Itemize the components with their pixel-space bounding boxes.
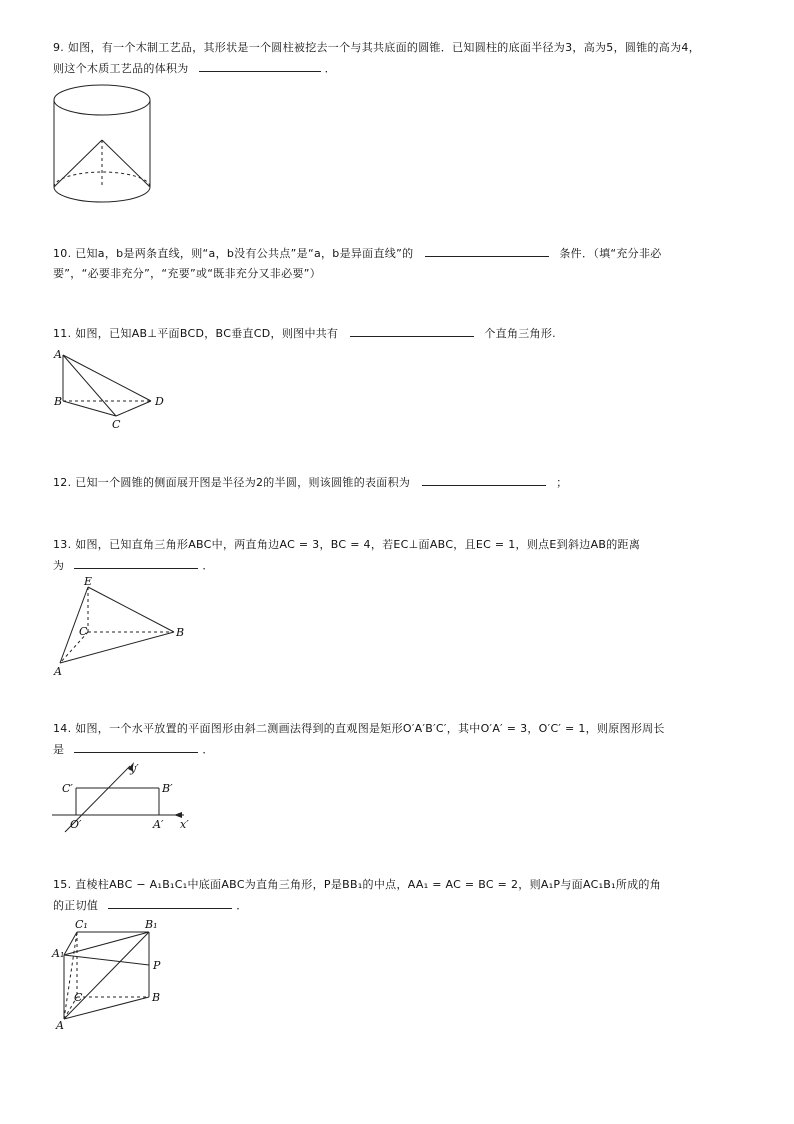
point-label-a-prime: A′ [153, 818, 164, 831]
question-9 [53, 38, 743, 79]
point-label-b: B [176, 626, 185, 639]
point-label-b1: B₁ [145, 918, 158, 931]
question-14 [53, 719, 743, 760]
oblique-drawing-figure [50, 760, 200, 835]
point-label-p: P [153, 959, 161, 972]
question-number: 11. [53, 327, 72, 340]
point-label-b: B [54, 395, 63, 408]
question-15 [53, 875, 743, 916]
axis-label-y: y′ [130, 762, 139, 775]
question-10-line2: 要”，“必要非充分”，“充要”或“既非充分又非必要”） [53, 267, 321, 280]
question-12 [53, 472, 743, 493]
point-label-a: A [54, 348, 62, 361]
question-10-line1: 10. 已知a，b是两条直线，则“a，b没有公共点”是“a，b是异面直线”的 条件．（填“充分非必 [53, 243, 743, 264]
question-11 [53, 323, 743, 344]
question-11-line1: 11. 如图，已知AB⊥平面BCD，BC垂直CD，则图中共有 个直角三角形. [53, 323, 743, 344]
question-15-line1: 15. 直棱柱ABC − A₁B₁C₁中底面ABC为直角三角形，P是BB₁的中点，AA₁ = AC = BC = 2，则A₁P与面AC₁B₁所成的角 [53, 878, 662, 891]
answer-blank[interactable] [199, 58, 321, 72]
question-9-line1: 9. 如图，有一个木制工艺品，其形状是一个圆柱被挖去一个与其共底面的圆锥．已知圆柱的底面半径为3，高为5，圆锥的高为4， [53, 41, 700, 54]
question-13-line2: 为 ． [53, 555, 743, 576]
point-label-b: B [152, 991, 161, 1004]
answer-blank[interactable] [74, 555, 198, 569]
tetrahedron-figure [52, 347, 172, 432]
answer-blank[interactable] [422, 472, 546, 486]
question-10 [53, 243, 743, 284]
answer-blank[interactable] [74, 739, 198, 753]
question-9-line2: 则这个木质工艺品的体积为 ． [53, 58, 743, 79]
question-number: 13. [53, 538, 72, 551]
question-13 [53, 535, 743, 576]
answer-blank[interactable] [108, 895, 232, 909]
point-label-b-prime: B′ [162, 782, 173, 795]
question-15-line2: 的正切值 ． [53, 895, 743, 916]
question-number: 10. [53, 247, 72, 260]
point-label-e: E [84, 575, 93, 588]
point-label-c: C [74, 991, 83, 1004]
question-number: 9. [53, 41, 65, 54]
point-label-c: C [112, 418, 121, 431]
question-number: 14. [53, 722, 72, 735]
question-13-line1: 13. 如图，已知直角三角形ABC中，两直角边AC = 3，BC = 4，若EC⊥面ABC，且EC = 1，则点E到斜边AB的距离 [53, 538, 641, 551]
question-number: 15. [53, 878, 72, 891]
answer-blank[interactable] [425, 243, 549, 257]
answer-blank[interactable] [350, 323, 474, 337]
point-label-c: C [79, 625, 88, 638]
point-label-d: D [155, 395, 164, 408]
question-14-line2: 是 ． [53, 739, 743, 760]
point-label-c1: C₁ [75, 918, 88, 931]
cylinder-figure [50, 82, 154, 207]
prism-figure [50, 917, 180, 1032]
question-12-line1: 12. 已知一个圆锥的侧面展开图是半径为2的半圆，则该圆锥的表面积为 ； [53, 472, 743, 493]
point-label-a: A [56, 1019, 64, 1032]
question-number: 12. [53, 476, 72, 489]
point-label-a: A [54, 665, 62, 678]
point-label-o-prime: O′ [70, 818, 82, 831]
axis-label-x: x′ [180, 818, 189, 831]
pyramid-figure [50, 575, 190, 680]
question-14-line1: 14. 如图，一个水平放置的平面图形由斜二测画法得到的直观图是矩形O′A′B′C′，其中O′A′ = 3，O′C′ = 1，则原图形周长 [53, 722, 665, 735]
point-label-c-prime: C′ [62, 782, 73, 795]
point-label-a1: A₁ [52, 947, 65, 960]
